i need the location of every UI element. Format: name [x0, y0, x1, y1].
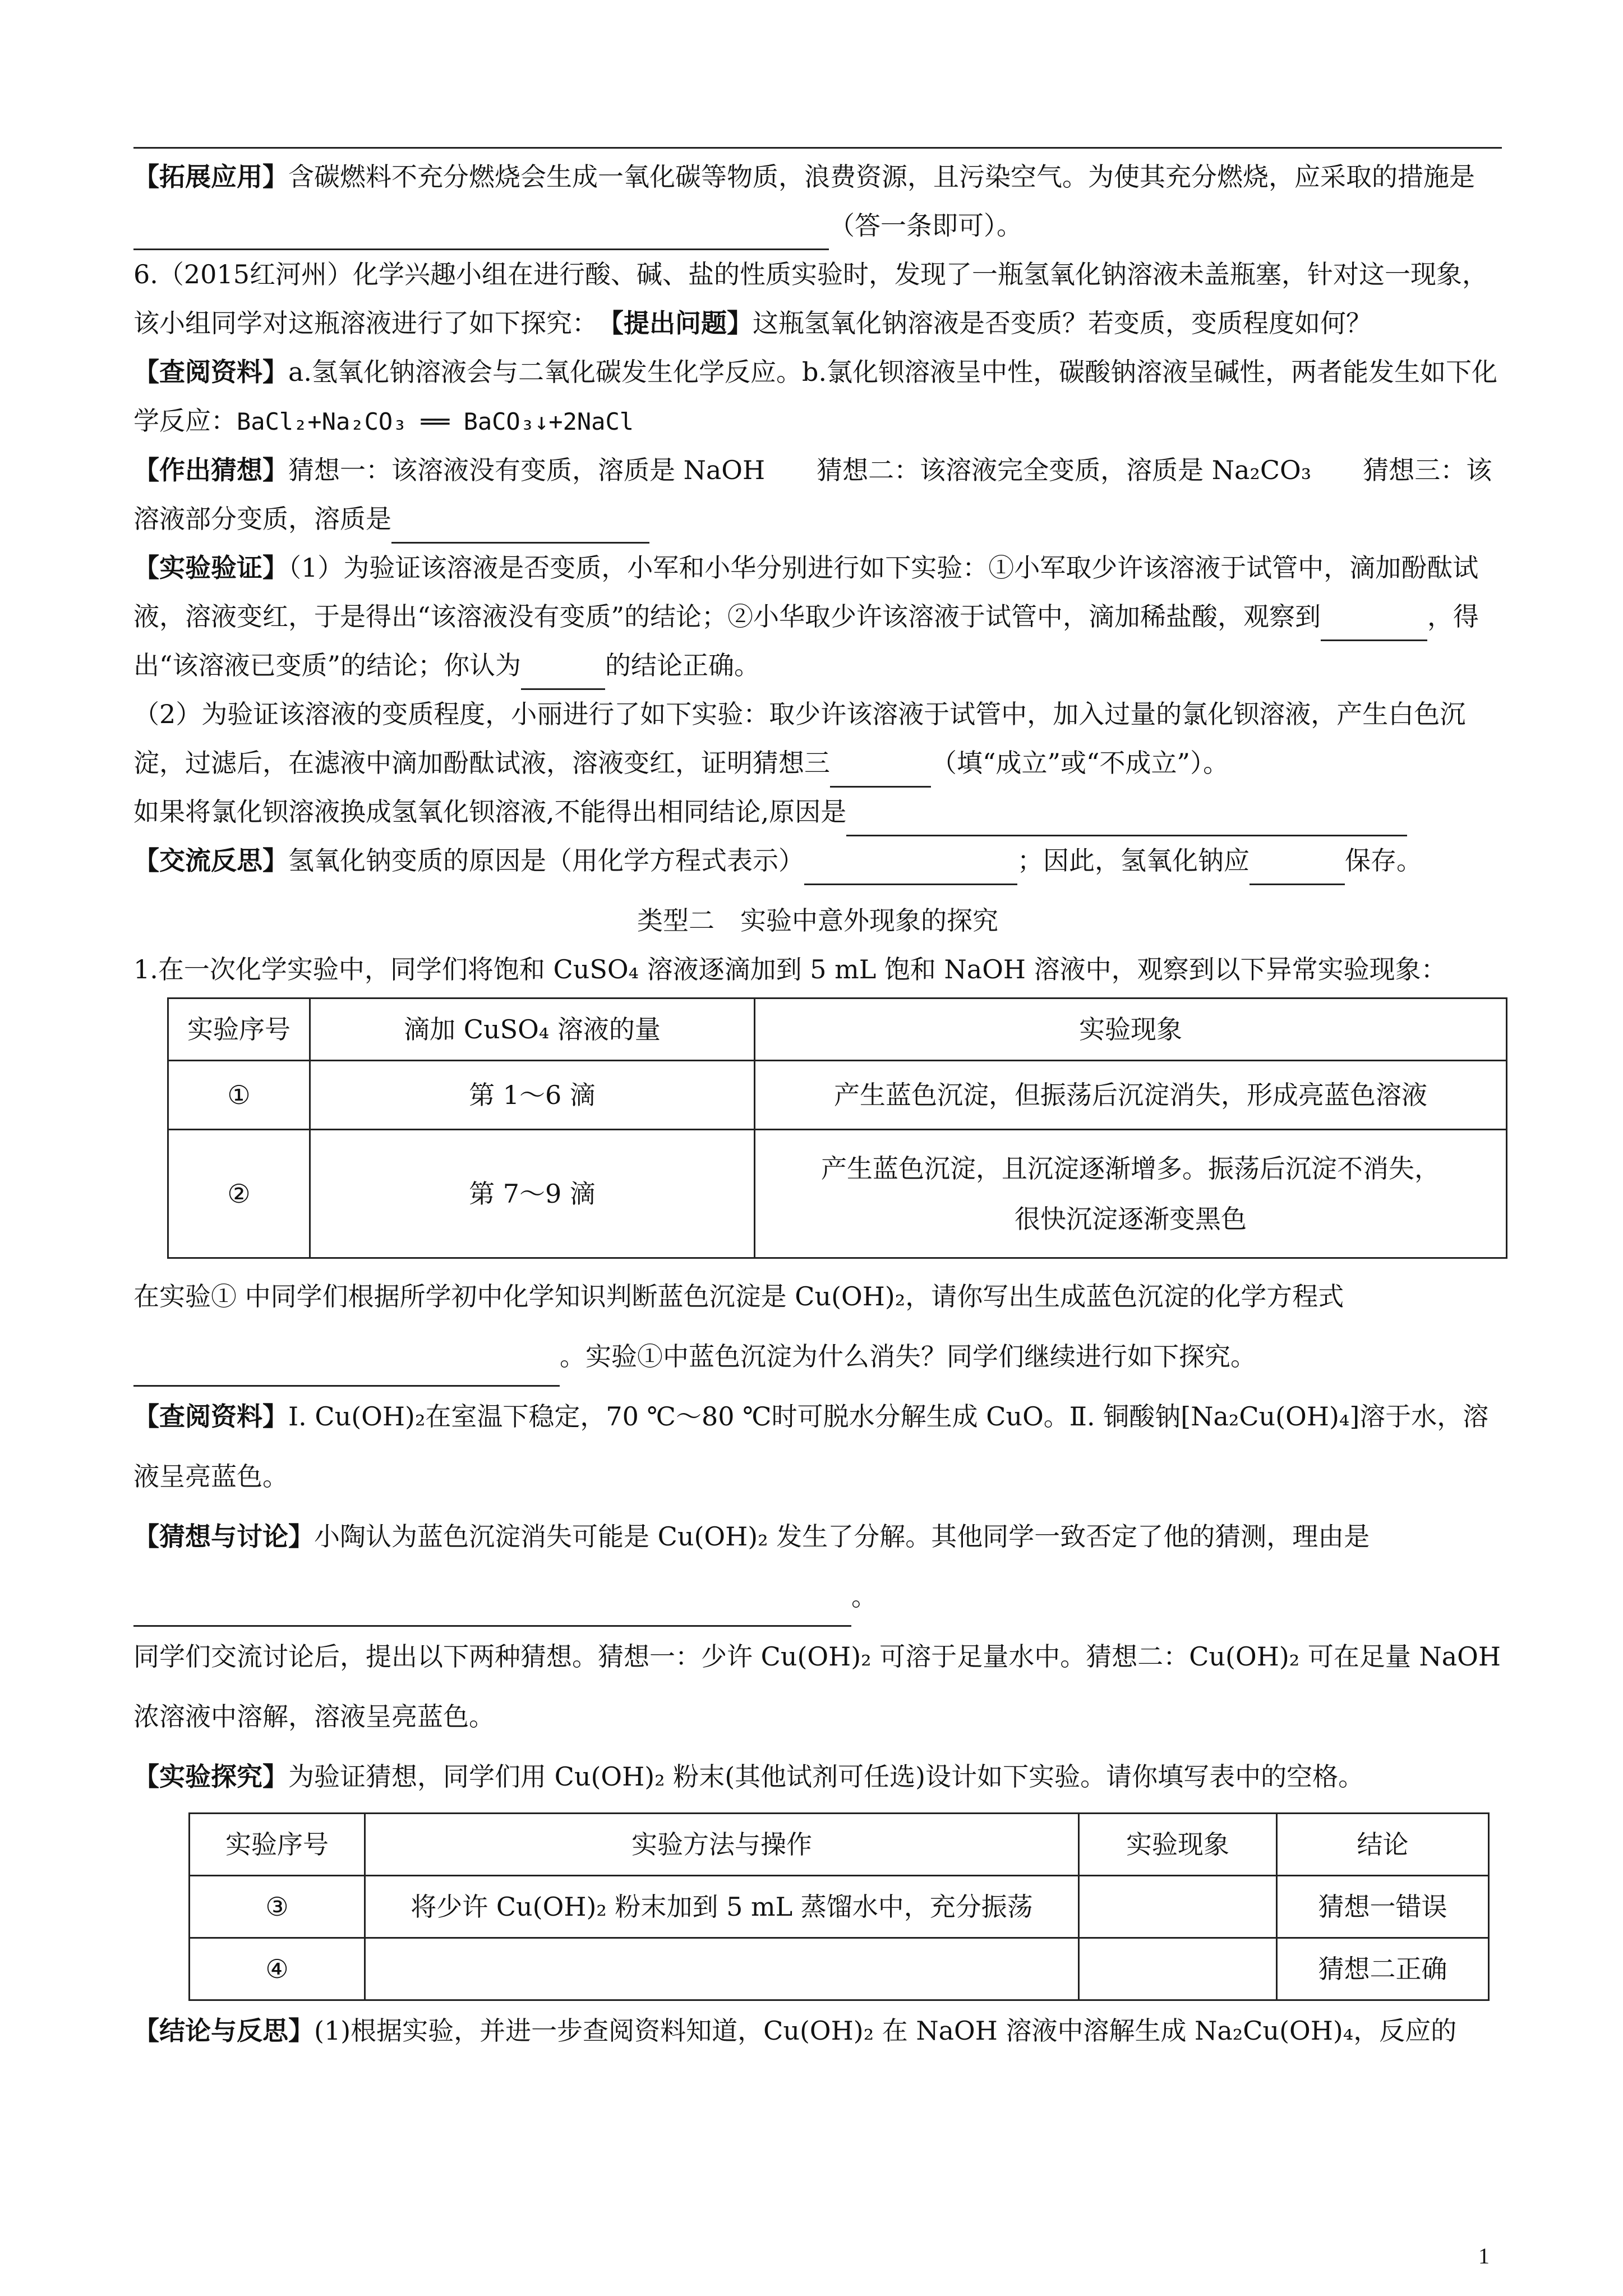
reflect-c: 保存。 — [1345, 845, 1422, 876]
answer-blank[interactable] — [133, 1591, 851, 1627]
experiment-table-1 — [167, 997, 1507, 1259]
table-row — [190, 1938, 1489, 2000]
p1-text: 在实验① 中同学们根据所学初中化学知识判断蓝色沉淀是 Cu(OH)₂，请你写出生成蓝色沉淀的化学方程式 — [133, 1281, 1344, 1312]
q6-intro-text: 6.（2015红河州）化学兴趣小组在进行酸、碱、盐的性质实验时，发现了一瓶氢氧化钠溶液未盖瓶塞，针对这一现象，该小组同学对这瓶溶液进行了如下探究： — [133, 259, 1488, 338]
table-cell: ④ — [190, 1938, 365, 2000]
answer-blank[interactable] — [133, 215, 829, 250]
answer-blank[interactable] — [391, 508, 649, 544]
table-cell: 第 7～9 滴 — [310, 1130, 755, 1258]
answer-blank[interactable] — [804, 850, 1017, 885]
verify-2b: （填“成立”或“不成立”）。 — [931, 748, 1229, 778]
table-cell: 猜想二正确 — [1277, 1938, 1489, 2000]
table-cell: 产生蓝色沉淀，但振荡后沉淀消失，形成亮蓝色溶液 — [755, 1061, 1507, 1130]
section-heading: 类型二 实验中意外现象的探究 — [637, 905, 998, 936]
q6-reflect — [133, 836, 1502, 885]
type2-explore — [133, 1747, 1502, 1807]
type2-conclusion — [133, 2007, 1502, 2055]
table-cell: 猜想一错误 — [1277, 1876, 1489, 1938]
reflect-a: 氢氧化钠变质的原因是（用化学方程式表示） — [288, 845, 804, 876]
reaction-equation: BaCl₂+Na₂CO₃ ══ BaCO₃↓+2NaCl — [237, 408, 634, 435]
extension-paragraph — [133, 153, 1502, 250]
answer-blank[interactable] — [521, 655, 605, 690]
info-text: a.氢氧化钠溶液会与二氧化碳发生化学反应。b.氯化钡溶液呈中性，碳酸钠溶液呈碱性，两者能发生如下化学反应： — [133, 357, 1498, 436]
cell-line: 产生蓝色沉淀，且沉淀逐渐增多。振荡后沉淀不消失， — [821, 1153, 1440, 1184]
table-header: 实验序号 — [168, 999, 310, 1061]
verify-2a: （2）为验证该溶液的变质程度，小丽进行了如下实验：取少许该溶液于试管中，加入过量的氯化钡溶液，产生白色沉淀，过滤后，在滤液中滴加酚酞试液，溶液变红，证明猜想三 — [133, 699, 1466, 778]
table-cell: 第 1～6 滴 — [310, 1061, 755, 1130]
page-number: 1 — [1478, 2243, 1490, 2269]
table-header: 滴加 CuSO₄ 溶液的量 — [310, 999, 755, 1061]
answer-blank[interactable] — [830, 752, 931, 788]
table-cell: 将少许 Cu(OH)₂ 粉末加到 5 mL 蒸馏水中，充分振荡 — [365, 1876, 1079, 1938]
table-row — [168, 1061, 1507, 1130]
guess-tag: 【作出猜想】 — [133, 455, 288, 485]
verify-3: 如果将氯化钡溶液换成氢氧化钡溶液,不能得出相同结论,原因是 — [133, 797, 847, 827]
guess-2: 猜想二：该溶液完全变质，溶质是 Na₂CO₃ — [817, 455, 1312, 485]
type2-info — [133, 1387, 1502, 1507]
discuss-text: 小陶认为蓝色沉淀消失可能是 Cu(OH)₂ 发生了分解。其他同学一致否定了他的猜测，理由是 — [314, 1521, 1370, 1552]
explore-tag: 【实验探究】 — [133, 1761, 288, 1792]
discuss-tag: 【猜想与讨论】 — [133, 1521, 314, 1552]
q6-verify-3 — [133, 788, 1502, 836]
experiment-table-2 — [188, 1812, 1490, 2001]
verify-1a: （1）为验证该溶液是否变质，小军和小华分别进行如下实验：①小军取少许该溶液于试管中，滴加酚酞试液，溶液变红，于是得出“该溶液没有变质”的结论；②小华取少许该溶液于试管中，滴加稀盐酸，观察到 — [133, 553, 1479, 632]
cell-line: 很快沉淀逐渐变黑色 — [1015, 1204, 1247, 1234]
answer-cell[interactable] — [365, 1938, 1079, 2000]
extension-tag: 【拓展应用】 — [133, 162, 288, 192]
q6-verify-paragraph — [133, 544, 1502, 690]
answer-cell[interactable] — [1079, 1876, 1277, 1938]
type2-guesses: 同学们交流讨论后，提出以下两种猜想。猜想一：少许 Cu(OH)₂ 可溶于足量水中。猜想二：Cu(OH)₂ 可在足量 NaOH 浓溶液中溶解，溶液呈亮蓝色。 — [133, 1641, 1501, 1732]
table-header: 实验现象 — [1079, 1814, 1277, 1876]
answer-blank[interactable] — [1249, 850, 1345, 885]
conclusion-tag: 【结论与反思】 — [133, 2016, 314, 2046]
table-cell — [755, 1130, 1507, 1258]
extension-text: 含碳燃料不充分燃烧会生成一氧化碳等物质，浪费资源，且污染空气。为使其充分燃烧，应采取的措施是 — [288, 162, 1475, 192]
page-content — [133, 153, 1502, 2055]
problem-tag: 【提出问题】 — [611, 308, 753, 338]
type2-body — [133, 1267, 1502, 1807]
q6-guess-paragraph — [133, 446, 1502, 544]
reflect-tag: 【交流反思】 — [133, 845, 288, 876]
q6-verify-2 — [133, 690, 1502, 788]
info-tag: 【查阅资料】 — [133, 1401, 288, 1432]
reflect-b: ；因此，氢氧化钠应 — [1017, 845, 1249, 876]
verify-tag: 【实验验证】 — [133, 553, 288, 583]
table-header: 结论 — [1277, 1814, 1489, 1876]
table-header: 实验现象 — [755, 999, 1507, 1061]
info-tag: 【查阅资料】 — [133, 357, 288, 387]
answer-blank[interactable] — [1321, 606, 1427, 641]
table-cell: ③ — [190, 1876, 365, 1938]
type2-q1: 1.在一次化学实验中，同学们将饱和 CuSO₄ 溶液逐滴加到 5 mL 饱和 NaOH 溶液中，观察到以下异常实验现象： — [133, 954, 1447, 984]
table-row — [168, 1130, 1507, 1258]
conclusion-text: (1)根据实验，并进一步查阅资料知道，Cu(OH)₂ 在 NaOH 溶液中溶解生成 Na₂Cu(OH)₄，反应的 — [314, 2016, 1457, 2046]
answer-cell[interactable] — [1079, 1938, 1277, 2000]
answer-blank[interactable] — [846, 801, 1407, 836]
table-cell: ② — [168, 1130, 310, 1258]
answer-blank[interactable] — [133, 1351, 560, 1387]
table-header-row — [168, 999, 1507, 1061]
q6-info-paragraph — [133, 348, 1502, 446]
explore-text: 为验证猜想，同学们用 Cu(OH)₂ 粉末(其他试剂可任选)设计如下实验。请你填写表中的空格。 — [288, 1761, 1364, 1792]
verify-1b: ，得出“该溶液已变质”的结论；你认为 — [133, 601, 1479, 680]
info-text: Ⅰ. Cu(OH)₂在室温下稳定，70 ℃～80 ℃时可脱水分解生成 CuO。Ⅱ. 铜酸钠[Na₂Cu(OH)₄]溶于水，溶液呈亮蓝色。 — [133, 1401, 1489, 1492]
table-cell: ① — [168, 1061, 310, 1130]
verify-1c: 的结论正确。 — [605, 650, 760, 680]
table-header: 实验方法与操作 — [365, 1814, 1079, 1876]
extension-tail: （答一条即可）。 — [829, 210, 1022, 241]
guess-1: 猜想一：该溶液没有变质，溶质是 NaOH — [288, 455, 766, 485]
question-6-intro — [133, 250, 1502, 348]
problem-text: 这瓶氢氧化钠溶液是否变质？若变质，变质程度如何？ — [753, 308, 1372, 338]
p2-text: 。实验①中蓝色沉淀为什么消失？同学们继续进行如下探究。 — [560, 1341, 1256, 1372]
table-header-row — [190, 1814, 1489, 1876]
type2-discuss — [133, 1507, 1502, 1627]
type2-p1 — [133, 1267, 1502, 1387]
header-rule — [133, 147, 1502, 149]
guess-3: 猜想三：该溶液部分变质，溶质是 — [133, 455, 1492, 534]
table-header: 实验序号 — [190, 1814, 365, 1876]
table-row — [190, 1876, 1489, 1938]
discuss-end: 。 — [851, 1581, 877, 1612]
